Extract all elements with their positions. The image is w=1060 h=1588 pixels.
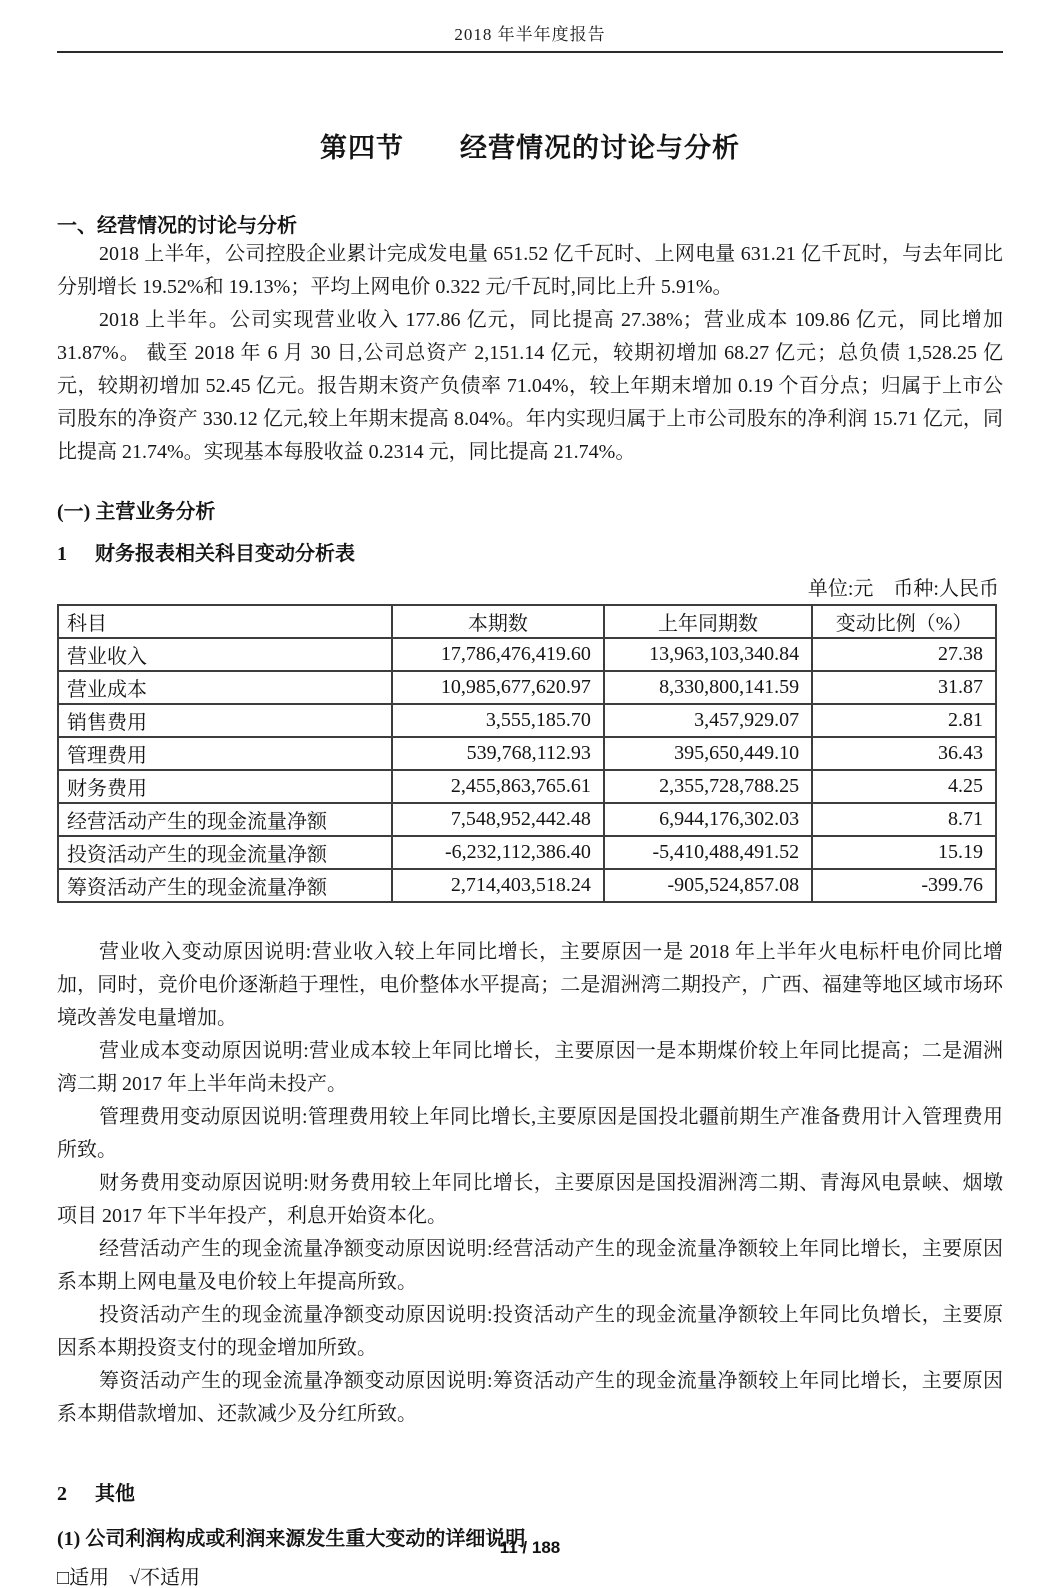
table-row bbox=[58, 869, 996, 902]
table-row bbox=[58, 704, 996, 737]
table-row bbox=[58, 803, 996, 836]
applicability-checkline: □适用 √不适用 bbox=[57, 1567, 201, 1588]
note-finance-expense: 财务费用变动原因说明:财务费用较上年同比增长，主要原因是国投湄洲湾二期、青海风电景峡、烟墩项目 2017 年下半年投产，利息开始资本化。 bbox=[57, 1172, 1003, 1227]
table-cell: 31.87 bbox=[812, 671, 996, 704]
header-prior-period: 上年同期数 bbox=[604, 605, 812, 638]
table-cell: 6,944,176,302.03 bbox=[604, 803, 812, 836]
financial-variance-table bbox=[57, 604, 997, 903]
note-operating-cashflow: 经营活动产生的现金流量净额变动原因说明:经营活动产生的现金流量净额较上年同比增长，主要原因系本期上网电量及电价较上年提高所致。 bbox=[57, 1238, 1003, 1293]
chapter-title: 第四节 经营情况的讨论与分析 bbox=[320, 133, 740, 163]
table-row bbox=[58, 671, 996, 704]
table-cell: 3,555,185.70 bbox=[392, 704, 604, 737]
table-row bbox=[58, 836, 996, 869]
table-header-row bbox=[58, 605, 996, 638]
item-title: 财务报表相关科目变动分析表 bbox=[95, 543, 355, 565]
table-cell: 17,786,476,419.60 bbox=[392, 638, 604, 671]
table-cell: 2.81 bbox=[812, 704, 996, 737]
sub-item-profit-change: (1) 公司利润构成或利润来源发生重大变动的详细说明 bbox=[57, 1528, 526, 1550]
table-cell: 36.43 bbox=[812, 737, 996, 770]
table-cell: -6,232,112,386.40 bbox=[392, 836, 604, 869]
table-cell: -399.76 bbox=[812, 869, 996, 902]
table-cell: 7,548,952,442.48 bbox=[392, 803, 604, 836]
table-cell: 管理费用 bbox=[58, 737, 392, 770]
note-admin-expense: 管理费用变动原因说明:管理费用较上年同比增长,主要原因是国投北疆前期生产准备费用计入管理费用所致。 bbox=[57, 1106, 1003, 1161]
item-number: 1 bbox=[57, 543, 67, 565]
table-cell: 投资活动产生的现金流量净额 bbox=[58, 836, 392, 869]
table-row bbox=[58, 638, 996, 671]
page-number: 11 / 188 bbox=[499, 1538, 561, 1557]
table-cell: 15.19 bbox=[812, 836, 996, 869]
table-cell: 营业成本 bbox=[58, 671, 392, 704]
page-content bbox=[57, 0, 1003, 1588]
table-cell: 经营活动产生的现金流量净额 bbox=[58, 803, 392, 836]
header-current-period: 本期数 bbox=[392, 605, 604, 638]
unit-currency-note: 单位:元 币种:人民币 bbox=[807, 578, 999, 600]
table-cell: 8.71 bbox=[812, 803, 996, 836]
table-cell: 27.38 bbox=[812, 638, 996, 671]
note-cost: 营业成本变动原因说明:营业成本较上年同比增长，主要原因一是本期煤价较上年同比提高；二是湄洲湾二期 2017 年上半年尚未投产。 bbox=[57, 1040, 1003, 1095]
table-cell: 539,768,112.93 bbox=[392, 737, 604, 770]
table-cell: 3,457,929.07 bbox=[604, 704, 812, 737]
table-cell: 10,985,677,620.97 bbox=[392, 671, 604, 704]
table-cell: 销售费用 bbox=[58, 704, 392, 737]
table-cell: 2,714,403,518.24 bbox=[392, 869, 604, 902]
variance-notes bbox=[57, 936, 1003, 1431]
item-number: 2 bbox=[57, 1483, 67, 1505]
table-cell: -905,524,857.08 bbox=[604, 869, 812, 902]
table-cell: 筹资活动产生的现金流量净额 bbox=[58, 869, 392, 902]
intro-paragraph-2: 2018 上半年。公司实现营业收入 177.86 亿元，同比提高 27.38%；营业成本 109.86 亿元，同比增加 31.87%。 截至 2018 年 6 月 30 日,公司总资产 2,151.14 亿元，较期初增加 68.27 亿元；总负债 1,528.25 亿元，较期初增加 52.45 亿元。报告期末资产负债率 71.04%，较上年期末增加 0.19 个百分点；归属于上市公司股东的净资产 330.12 亿元,较上年期末提高 8.04%。年内实现归属于上市公司股东的净利润 15.71 亿元，同比提高 21.74%。实现基本每股收益 0.2314 元，同比提高 21.74%。 bbox=[57, 309, 1003, 463]
page-header-title: 2018 年半年度报告 bbox=[454, 25, 606, 44]
table-cell: 395,650,449.10 bbox=[604, 737, 812, 770]
table-cell: 8,330,800,141.59 bbox=[604, 671, 812, 704]
item-title: 其他 bbox=[95, 1483, 135, 1505]
note-revenue: 营业收入变动原因说明:营业收入较上年同比增长，主要原因一是 2018 年上半年火电标杆电价同比增加，同时，竞价电价逐渐趋于理性，电价整体水平提高；二是湄洲湾二期投产，广西、福建等地区域市场环境改善发电量增加。 bbox=[57, 941, 1003, 1029]
table-cell: 营业收入 bbox=[58, 638, 392, 671]
table-cell: 13,963,103,340.84 bbox=[604, 638, 812, 671]
table-row bbox=[58, 770, 996, 803]
header-subject: 科目 bbox=[58, 605, 392, 638]
table-cell: 4.25 bbox=[812, 770, 996, 803]
table-row bbox=[58, 737, 996, 770]
note-investing-cashflow: 投资活动产生的现金流量净额变动原因说明:投资活动产生的现金流量净额较上年同比负增长，主要原因系本期投资支付的现金增加所致。 bbox=[57, 1304, 1003, 1359]
note-financing-cashflow: 筹资活动产生的现金流量净额变动原因说明:筹资活动产生的现金流量净额较上年同比增长，主要原因系本期借款增加、还款减少及分红所致。 bbox=[57, 1370, 1003, 1425]
header-change-ratio: 变动比例（%） bbox=[812, 605, 996, 638]
item-heading-financial-table bbox=[57, 537, 1003, 566]
table-cell: 财务费用 bbox=[58, 770, 392, 803]
intro-paragraph-1: 2018 上半年，公司控股企业累计完成发电量 651.52 亿千瓦时、上网电量 631.21 亿千瓦时，与去年同比分别增长 19.52%和 19.13%；平均上网电价 0.322 元/千瓦时,同比上升 5.91%。 bbox=[57, 243, 1003, 298]
item-heading-other bbox=[57, 1477, 1003, 1506]
table-cell: 2,455,863,765.61 bbox=[392, 770, 604, 803]
table-cell: 2,355,728,788.25 bbox=[604, 770, 812, 803]
table-cell: -5,410,488,491.52 bbox=[604, 836, 812, 869]
section-heading-discussion: 一、经营情况的讨论与分析 bbox=[57, 215, 297, 237]
subsection-heading-main-business: (一) 主营业务分析 bbox=[57, 501, 216, 523]
